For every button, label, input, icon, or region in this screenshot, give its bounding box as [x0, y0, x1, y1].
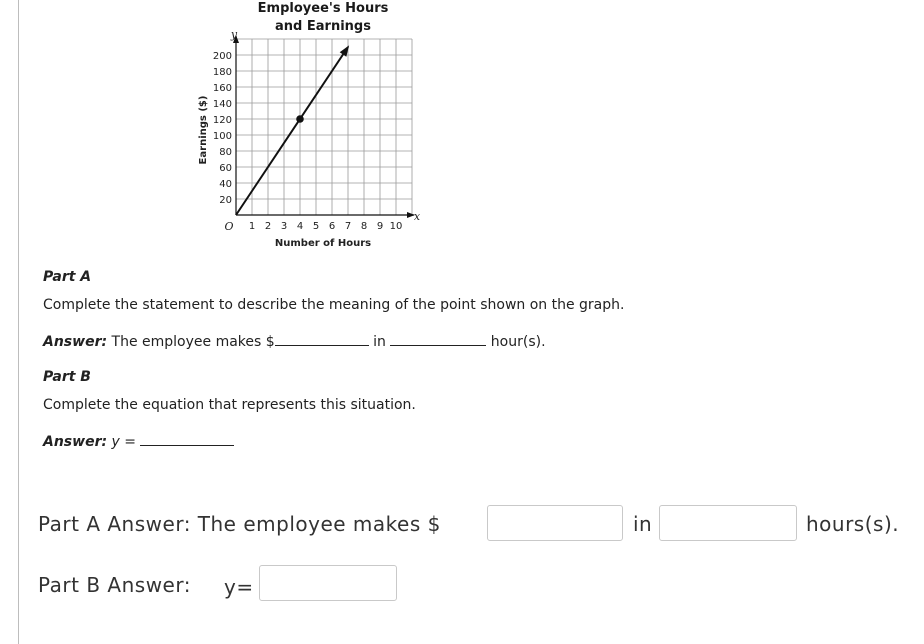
y-tick-label: 160: [212, 83, 232, 94]
x-tick-label: 2: [264, 221, 272, 232]
chart-grid: [236, 39, 412, 215]
y-tick-label: 140: [212, 99, 232, 110]
x-tick-label: 8: [360, 221, 368, 232]
x-tick-label: 10: [389, 221, 403, 232]
earnings-line-chart: [190, 26, 430, 256]
part-a-hours-input[interactable]: [659, 505, 797, 541]
part-a-earnings-blank: [275, 333, 369, 346]
x-tick-label: 7: [344, 221, 352, 232]
part-a-response-in: in: [633, 512, 653, 536]
part-a-hours-blank: [390, 333, 486, 346]
part-b-response-y: y=: [224, 575, 254, 599]
x-axis-title: Number of Hours: [274, 238, 372, 249]
part-a-prompt: Complete the statement to describe the meaning of the point shown on the graph.: [43, 297, 625, 313]
part-b-equation-input[interactable]: [259, 565, 397, 601]
x-tick-label: 1: [248, 221, 256, 232]
part-a-answer-text-2: in: [373, 334, 386, 350]
chart-tick-labels: [213, 51, 402, 232]
part-a-answer-text-3: hour(s).: [490, 334, 546, 350]
part-a-response-end: hours(s).: [806, 512, 900, 536]
y-tick-label: 40: [219, 179, 232, 190]
part-b-answer-label: Answer:: [43, 434, 108, 450]
x-tick-label: 5: [312, 221, 320, 232]
y-tick-label: 60: [219, 163, 232, 174]
part-b-prompt: Complete the equation that represents this situation.: [43, 397, 416, 413]
part-b-equation-blank: [140, 433, 234, 446]
part-a-answer-text-1: The employee makes $: [111, 334, 275, 350]
y-tick-label: 80: [219, 147, 232, 158]
y-tick-label: 180: [212, 67, 232, 78]
y-tick-label: 200: [212, 51, 232, 62]
part-a-heading: Part A: [43, 269, 92, 285]
x-axis-variable: x: [413, 210, 421, 223]
page-left-border: [18, 0, 19, 644]
y-axis-title: Earnings ($): [198, 95, 209, 165]
x-tick-label: 9: [376, 221, 384, 232]
x-tick-label: 3: [280, 221, 288, 232]
origin-label: O: [224, 220, 234, 233]
y-tick-label: 20: [219, 195, 232, 206]
y-tick-label: 100: [212, 131, 232, 142]
part-b-response-label: Part B Answer:: [38, 573, 191, 597]
highlighted-point: [296, 115, 304, 123]
part-b-answer-text: y =: [111, 434, 136, 450]
y-tick-label: 120: [212, 115, 232, 126]
part-b-answer-line: [43, 433, 234, 450]
x-tick-label: 4: [296, 221, 304, 232]
part-b-heading: Part B: [43, 369, 91, 385]
part-a-answer-line: [43, 333, 546, 350]
chart-axes: [233, 35, 415, 218]
part-a-earnings-input[interactable]: [487, 505, 623, 541]
part-a-answer-label: Answer:: [43, 334, 108, 350]
earnings-line: [236, 47, 348, 215]
chart-title-line-2: and Earnings: [275, 19, 371, 34]
x-tick-label: 6: [328, 221, 336, 232]
chart-title-line-1: Employee's Hours: [257, 1, 389, 16]
part-a-response-label: Part A Answer: The employee makes $: [38, 512, 441, 536]
y-axis-variable: y: [230, 28, 238, 41]
